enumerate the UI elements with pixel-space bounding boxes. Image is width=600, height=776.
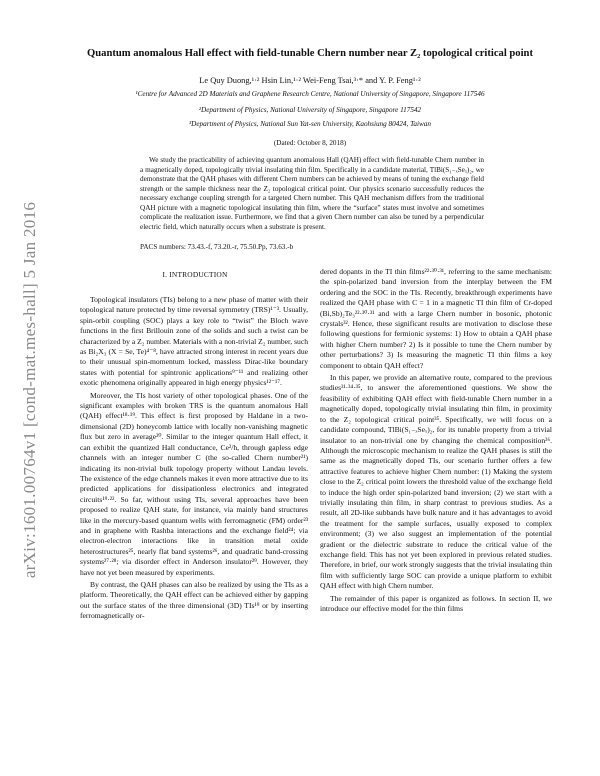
abstract: We study the practicability of achieving quantum anomalous Hall (QAH) effect with field-tunable Chern number in a magnetically doped, topologically trivial insulating thin film. Specifically in a candidate material, TlBi(S₁₋ₓSeₓ)₂, we demonstrate that the QAH phases with different Chern numbers can be achieved by means of tuning the exchange field strength or the sample thickness near the Z₂ topological critical point. Our physics scenario successfully reduces the necessary exchange coupling strength for a targeted Chern number. This QAH mechanism differs from the traditional QAH picture with a magnetic topological insulating thin film, where the “surface” states must involve and sometimes complicate the realization issue. Furthermore, we find that a given Chern number can also be tuned by a perpendicular electric field, which naturally occurs when a substrate is present. xyxy=(140,156,484,231)
right-column xyxy=(320,267,552,614)
paragraph: The remainder of this paper is organized as follows. In section II, we introduce our effective model for the thin films xyxy=(320,593,552,613)
affiliation-3: ³Department of Physics, National Sun Yat-sen University, Kaohsiung 80424, Taiwan xyxy=(188,120,431,128)
paragraph: In this paper, we provide an alternative route, compared to the previous studies³¹·³⁴·³⁵, to answer the aforementioned questions. We show the feasibility of exhibiting QAH effect with field-tunable Chern number in a magnetically doped, topologically trivial insulating thin film, in proximity to the Z₂ topological critical point³⁵. Specifically, we will focus on a candidate compound, TlBi(S₁₋ₓSeₓ)₂, for its tunable property from a trivial insulator to an non-trivial one by changing the chemical composition³⁶. Although the microscopic mechanism to realize the QAH phases is still the same as the magnetically doped TIs, our scenario further offers a few attractive features to achieve higher Chern number: (1) Making the system close to the Z₂ critical point lowers the threshold value of the exchange field to induce the high order spin-polarized band inversion; (2) we start with a trivially insulating thin film, in sharp contrast to previous studies. As a result, all 2D-like subbands have bulk nature and it has advantages to avoid the treatment for the sample surfaces, usually exposed to complex environment; (3) we also suggest an implementation of the potential gradient or the dielectric substrate to reduce the critical value of the exchange field. This has not yet been explored in previous related studies. Therefore, in brief, our work strongly suggests that the trivial insulating thin film with sufficiently large SOC can provide a unique platform to exhibit QAH effect with high Chern number. xyxy=(320,373,552,591)
arxiv-identifier-text: arXiv:1601.00764v1 [cond-mat.mes-hall] 5 Jan 2016 xyxy=(20,201,39,579)
affiliation-2: ²Department of Physics, National University of Singapore, Singapore 117542 xyxy=(198,106,422,114)
paragraph: dered dopants in the TI thin films²²·³⁰·³¹, referring to the same mechanism: the spin-polarized band inversion from the interplay between the FM ordering and the SOC in the TIs. Recently, breakthrough experiments have realized the QAH phase with C = 1 in a magnetic TI thin film of Cr-doped (Bi,Sb)₂Te₃²²·³⁰·³¹ and with a large Chern number in bosonic, photonic crystals³². Hence, these significant results are motivation to disclose these following questions for fermionic systems: 1) How to obtain a QAH phase with higher Chern number? 2) Is it possible to tune the Chern number by other perturbations? 3) Is measuring the magnetic TI thin films a key component to obtain QAH effect? xyxy=(320,267,552,370)
paragraph: Moreover, the TIs host variety of other topological phases. One of the significant examples with broken TRS is the quantum anomalous Hall (QAH) effect¹⁸·¹⁹. This effect is first proposed by Haldane in a two-dimensional (2D) honeycomb lattice with locally non-vanishing magnetic flux but zero in average²⁰. Similar to the integer quantum Hall effect, it can exhibit the quantized Hall conductance, Ce²/h, through gapless edge channels with an integer number C (the so-called Chern number²¹) indicating its non-trivial bulk topology property without Landau levels. The existence of the edge channels makes it even more attractive due to its predicted applications for dissipationless electronics and integrated circuits¹⁹·²². So far, without using TIs, several approaches have been proposed to realize QAH state, for instance, via mainly band structures like in the mercury-based quantum wells with ferromagnetic (FM) order²³ and in graphene with Rashba interactions and the exchange field²⁴; via electron-electron interactions like in transition metal oxide heterostructures²⁵, nearly flat band systems²⁶, and quadratic band-crossing systems²⁷·²⁸; via disorder effect in Anderson insulator²⁹. However, they have not yet been measured by experiments. xyxy=(80,390,308,577)
paper-title: Quantum anomalous Hall effect with field-tunable Chern number near Z₂ topological critical point xyxy=(87,48,533,59)
left-column xyxy=(80,295,308,622)
dated-line: (Dated: October 8, 2018) xyxy=(273,139,347,147)
pacs-numbers: PACS numbers: 73.43.-f, 73.20.-r, 75.50.Pp, 73.63.-b xyxy=(140,243,294,251)
affiliation-1: ¹Centre for Advanced 2D Materials and Graphene Research Centre, National University of Singapore, Singapore 117546 xyxy=(135,90,485,98)
paragraph: Topological insulators (TIs) belong to a new phase of matter with their topological nature protected by time reversal symmetry (TRS)¹⁻³. Usually, spin-orbit coupling (SOC) plays a key role to “twist” the Bloch wave functions in the first Brillouin zone of the solids and such a twist can be characterized by a Z₂ number. Materials with a non-trivial Z₂ number, such as Bi₂X₃ (X = Se, Te)⁴⁻⁸, have attracted strong interest in recent years due to their unusual spin-momentum locked, massless Dirac-like boundary states with potential for spintronic applications⁹⁻¹¹ and realizing other exotic phenomena originally appeared in high energy physics¹²⁻¹⁷. xyxy=(80,295,308,388)
arxiv-identifier-stamp xyxy=(16,180,44,600)
section-heading-introduction: I. INTRODUCTION xyxy=(162,270,228,279)
paragraph: By contrast, the QAH phases can also be realized by using the TIs as a platform. Theoretically, the QAH effect can be achieved either by gapping out the surface states of the three dimensional (3D) TIs¹⁹ or by inserting ferromagnetically or- xyxy=(80,579,308,621)
author-list: Le Quy Duong,¹·² Hsin Lin,¹·² Wei-Feng Tsai,³·* and Y. P. Feng¹·² xyxy=(199,76,421,85)
